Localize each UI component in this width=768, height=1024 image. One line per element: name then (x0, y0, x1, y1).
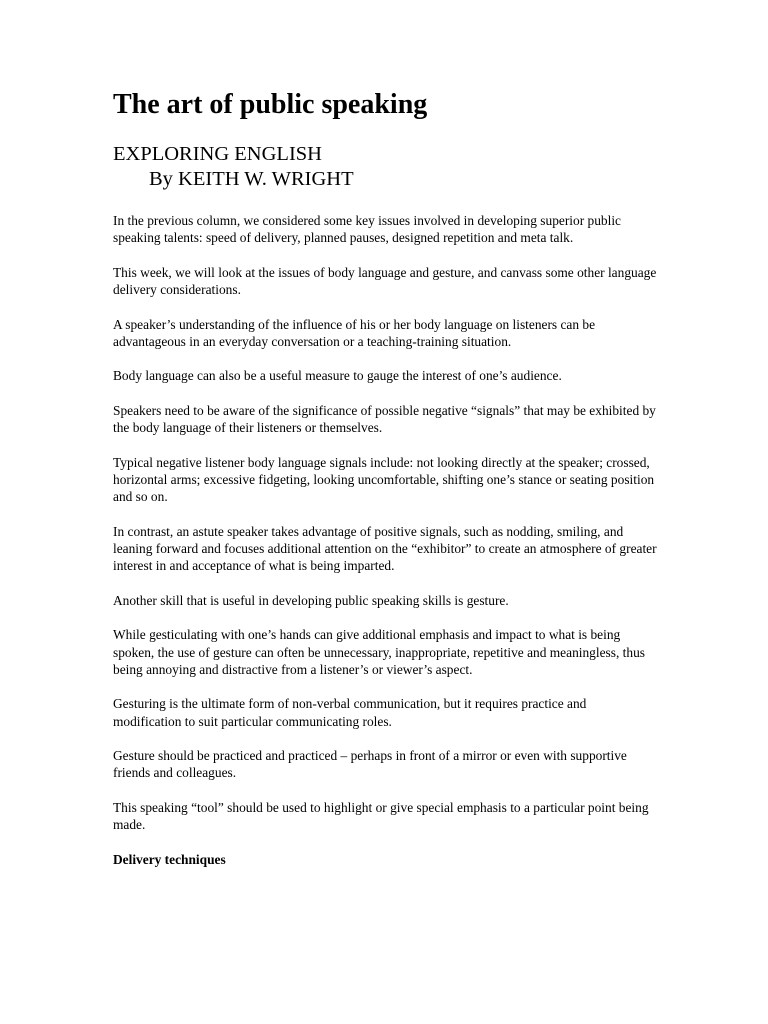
subheading-delivery-techniques: Delivery techniques (113, 851, 226, 867)
document-page (113, 88, 658, 868)
paragraph-12: This speaking “tool” should be used to highlight or give special emphasis to a particular point being made. (113, 799, 649, 833)
document-title: The art of public speaking (113, 89, 428, 120)
paragraph-3: A speaker’s understanding of the influence of his or her body language on listeners can be advantageous in an everyday conversation or a teaching-training situation. (113, 316, 596, 349)
paragraph-11: Gesture should be practiced and practiced – perhaps in front of a mirror or even with supportive friends and colleagues. (113, 748, 627, 781)
paragraph-8: Another skill that is useful in developing public speaking skills is gesture. (113, 592, 509, 608)
paragraph-5: Speakers need to be aware of the significance of possible negative “signals” that may be exhibited by the body language of their listeners or themselves. (113, 402, 656, 436)
paragraph-6: Typical negative listener body language signals include: not looking directly at the speaker; crossed, horizontal arms; excessive fidgeting, looking uncomfortable, shifting one’s stance or seating position and so on. (113, 454, 655, 505)
paragraph-10: Gesturing is the ultimate form of non-verbal communication, but it requires practice and modification to suit particular communicating roles. (113, 696, 587, 729)
author-byline: By KEITH W. WRIGHT (149, 168, 354, 190)
paragraph-4: Body language can also be a useful measure to gauge the interest of one’s audience. (113, 368, 562, 384)
paragraph-9: While gesticulating with one’s hands can give additional emphasis and impact to what is being spoken, the use of gesture can often be unnecessary, inappropriate, repetitive and meaningless, thus being annoying and distractive from a listener’s or viewer’s aspect. (113, 627, 645, 677)
paragraph-7: In contrast, an astute speaker takes advantage of positive signals, such as nodding, smiling, and leaning forward and focuses additional attention on the “exhibitor” to create an atmosphere of greater interest in and acceptance of what is being imparted. (113, 523, 657, 574)
paragraph-1: In the previous column, we considered some key issues involved in developing superior public speaking talents: speed of delivery, planned pauses, designed repetition and meta talk. (113, 213, 621, 246)
paragraph-2: This week, we will look at the issues of body language and gesture, and canvass some other language delivery considerations. (113, 264, 657, 297)
section-heading: EXPLORING ENGLISH (113, 143, 322, 165)
